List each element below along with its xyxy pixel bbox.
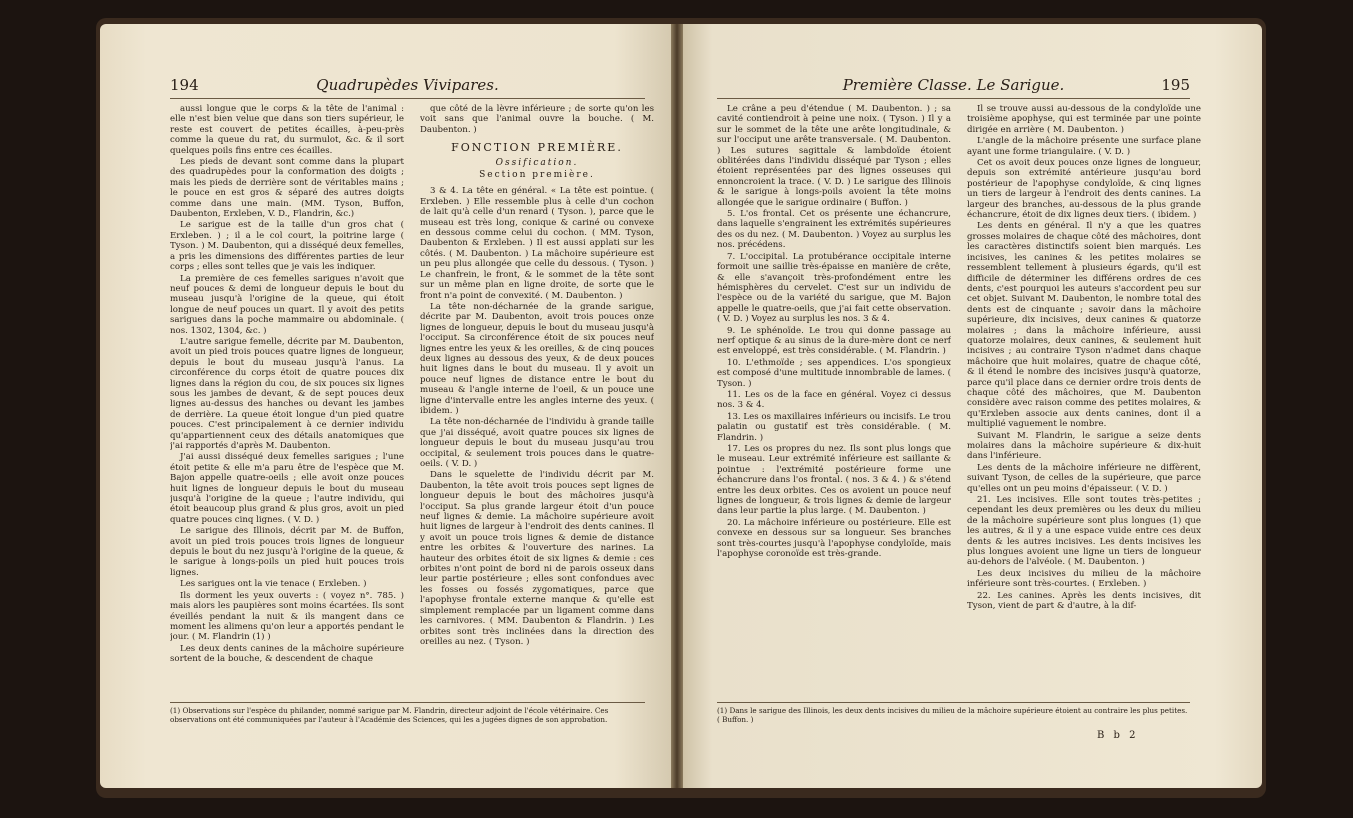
paragraph: La tête non-décharnée de l'individu à grande taille que j'ai disséqué, avoit quatre pouces six lignes de longueur depuis le bout du museau jusqu'au trou occipital, & seulement trois pouces dans le quatre-oeils. ( V. D. ) [420,417,654,469]
paragraph: 20. La mâchoire inférieure ou postérieure. Elle est convexe en dessous sur sa longueur. Ses branches sont très-courtes jusqu'à l'apophyse condyloïde, mais l'apophyse coronoïde est très-grande. [717,517,951,560]
left-page-number: 194 [170,76,199,94]
book-gutter [671,24,683,788]
paragraph: Ils dorment les yeux ouverts : ( voyez n°. 785. ) mais alors les paupières sont moins écartées. Ils sont éveillés pendant la nuit & ils mangent dans ce moment les alimens qu'on leur a apportés pendant le jour. ( M. Flandrin (1) ) [170,590,404,643]
paragraph: Il se trouve aussi au-dessous de la condyloïde une troisième apophyse, qui est terminée par une pointe dirigée en arrière ( M. Daubenton. ) [967,104,1201,135]
paragraph: 11. Les os de la face en général. Voyez ci dessus nos. 3 & 4. [717,389,951,411]
paragraph: Dans le squelette de l'individu décrit par M. Daubenton, la tête avoit trois pouces sept lignes de longueur depuis le bout des mâchoires jusqu'à l'occiput. Sa plus grande largeur étoit d'un pouce neuf lignes & demie. La mâchoire supérieure avoit huit lignes de largeur à l'endroit des dents canines. Il y avoit un pouce trois lignes & demie de distance entre les orbites & l'ouverture des narines. La hauteur des orbites étoit de six lignes & demie : ces orbites n'ont point de bord ni de parois osseux dans leur partie postérieure ; elles sont confondues avec les fosses ou fossés zygomatiques, parce que l'apophyse frontale externe manque & qu'elle est simplement remplacée par un ligament comme dans les carnivores. ( MM. Daubenton & Flandrin. ) Les orbites sont très inclinées dans la direction des oreilles au nez. ( Tyson. ) [420,470,654,647]
right-footnote: (1) Dans le sarigue des Illinois, les deux dents incisives du milieu de la mâchoire supérieure étoient au contraire les plus petites. ( Buffon. ) [717,702,1190,724]
paragraph: que côté de la lèvre inférieure ; de sorte qu'on les voit sans que l'animal ouvre la bouche. ( M. Daubenton. ) [420,104,654,135]
paragraph: Les dents de la mâchoire inférieure ne diffèrent, suivant Tyson, de celles de la supérieure, que parce qu'elles ont un peu moins d'épaisseur. ( V. D. ) [967,462,1201,494]
paragraph: Suivant M. Flandrin, le sarigue a seize dents molaires dans la mâchoire supérieure & dix-huit dans l'inférieure. [967,430,1201,462]
paragraph: 17. Les os propres du nez. Ils sont plus longs que le museau. Leur extrémité inférieure est saillante & pointue : l'extrémité postérieure forme une échancrure dans l'os frontal. ( nos. 3 & 4. ) & s'étend entre les deux orbites. Ces os avoient un pouce neuf lignes de longueur, & trois lignes & demie de largeur dans leur partie la plus large. ( M. Daubenton. ) [717,444,951,517]
paragraph: Les sarigues ont la vie tenace ( Erxleben. ) [180,579,367,590]
paragraph: Les dents en général. Il n'y a que les quatres grosses molaires de chaque côté des mâchoires, dont les caractères distinctifs soient bien marqués. Les incisives, les canines & les petites molaires se ressemblent tellement à plusieurs égards, qu'il est difficile de déterminer les différens ordres de ces dents, c'est pourquoi les auteurs s'accordent peu sur cet objet. Suivant M. Daubenton, le nombre total des dents est de cinquante ; savoir dans la mâchoire supérieure, dix incisives, deux canines & quatorze molaires ; dans la mâchoire inférieure, aussi quatorze molaires, deux canines, & seulement huit incisives ; au contraire Tyson n'admet dans chaque mâchoire que huit molaires, quatre de chaque côté, & il étend le nombre des incisives jusqu'à quatorze, parce qu'il place dans ce dernier ordre trois dents de chaque côté des mâchoires, que M. Daubenton considère avec raison comme des petites molaires, & qu'Erxleben associe aux dents canines, dont il a multiplié vaguement le nombre. [967,221,1201,430]
paragraph: Les pieds de devant sont comme dans la plupart des quadrupèdes pour la conformation des doigts ; mais les pieds de derrière sont de véritables mains ; le pouce en est gros & séparé des autres doigts comme dans une main. (MM. Tyson, Buffon, Daubenton, Erxleben, V. D., Flandrin, &c.) [170,157,404,220]
paragraph: Le sarigue est de la taille d'un gros chat ( Erxleben. ) ; il a le col court, la poitrine large ( Tyson. ) M. Daubenton, qui a disséqué deux femelles, a pris les dimensions des différentes parties de leur corps ; elles sont telles que je vais les indiquer. [170,220,404,273]
paragraph: 5. L'os frontal. Cet os présente une échancrure, dans laquelle s'engrainent les extrémités supérieures des os du nez. ( M. Daubenton. ) Voyez au surplus les nos. précédens. [717,209,951,251]
right-page-header [717,74,1190,96]
right-column-2 [967,104,1201,694]
paragraph: Le crâne a peu d'étendue ( M. Daubenton. ) ; sa cavité contiendroit à peine une noix. ( Tyson. ) Il y a sur le sommet de la tête une arête longitudinale, & sur l'occiput une arête transversale. ( M. Daubenton. ) Les sutures sagittale & lambdoïde étoient oblitérées dans l'individu disséqué par Tyson ; elles étoient représentées par des lignes osseuses qui ennoncroient la trace. ( V. D. ) Le sarigue des Illinois & le sarigue à longs-poils avoient la tête moins allongée que le sarigue ordinaire ( Buffon. ) [717,104,951,208]
left-column-1 [170,104,404,694]
open-book [96,18,1266,798]
paragraph: Les deux dents canines de la mâchoire supérieure sortent de la bouche, & descendent de chaque [170,643,404,665]
right-page-number: 195 [1161,76,1190,94]
paragraph: 21. Les incisives. Elle sont toutes très-petites ; cependant les deux premières ou les deux du milieu de la mâchoire supérieure sont plus longues (1) que les autres, & il y a une espace vuide entre ces deux dents & les autres incisives. Les dents incisives les plus longues avoient une ligne un tiers de longueur au-dehors de l'alvéole. ( M. Daubenton. ) [967,495,1201,568]
paragraph: La première de ces femelles sarigues n'avoit que neuf pouces & demi de longueur depuis le bout du museau jusqu'à l'origine de la queue, qui étoit longue de neuf pouces un quart. Il y avoit des petits sarigues dans la poche mammaire ou abdominale. ( nos. 1302, 1304, &c. ) [170,273,404,336]
right-header-rule [717,98,1190,99]
left-footnote: (1) Observations sur l'espèce du philander, nommé sarigue par M. Flandrin, directeur adjoint de l'école vétérinaire. Ces observations ont été communiquées par l'auteur à l'Académie des Sciences, qui les a jugées dignes de son approbation. [170,702,645,724]
right-column-1 [717,104,951,694]
paragraph: 7. L'occipital. La protubérance occipitale interne formoit une saillie très-épaisse en manière de crête, & elle s'avançoit très-profondément entre les hémisphères du cervelet. C'est sur un individu de l'espèce ou de la variété du sarigue, que M. Bajon appelle le quatre-oeils, que j'ai fait cette observation. ( V. D. ) Voyez au surplus les nos. 3 & 4. [717,251,951,325]
left-header-rule [170,98,645,99]
paragraph: aussi longue que le corps & la tête de l'animal : elle n'est bien velue que dans son tiers supérieur, le reste est couvert de petites écailles, à-peu-près comme la queue du rat, du surmulot, &c. & il sort quelques poils fins entre ces écailles. [170,104,404,156]
right-page [677,24,1262,788]
paragraph: 22. Les canines. Après les dents incisives, dit Tyson, vient de part & d'autre, à la dif- [967,590,1201,612]
paragraph: J'ai aussi disséqué deux femelles sarigues ; l'une étoit petite & elle m'a paru être de l'espèce que M. Bajon appelle quatre-oeils ; elle avoit onze pouces huit lignes de longueur depuis le bout du museau jusqu'à l'origine de la queue ; l'autre individu, qui étoit beaucoup plus grand & plus gros, avoit un pied quatre pouces cinq lignes. ( V. D. ) [170,452,404,525]
paragraph: L'angle de la mâchoire présente une surface plane ayant une forme triangulaire. ( V. D. ) [967,136,1201,157]
paragraph: L'autre sarigue femelle, décrite par M. Daubenton, avoit un pied trois pouces quatre lignes de longueur, depuis le bout du museau jusqu'à l'anus. La circonférence du corps étoit de quatre pouces dix lignes dans la région du cou, de six pouces six lignes sous les jambes de devant, & de sept pouces deux lignes au-dessus des hanches ou devant les jambes de derrière. La queue étoit longue d'un pied quatre pouces. C'est principalement à ce dernier individu qu'appartiennent ceux des détails anatomiques que j'ai rapportés d'après M. Daubenton. [170,336,404,451]
paragraph: La tête non-décharnée de la grande sarigue, décrite par M. Daubenton, avoit trois pouces onze lignes de longueur, depuis le bout du museau jusqu'à l'occiput. Sa circonférence étoit de six pouces neuf lignes entre les yeux & les oreilles, & de cinq pouces deux lignes au dessous des yeux, & de deux pouces huit lignes dans le bout du museau. Il y avoit un pouce neuf lignes de distance entre le bout du museau & l'angle interne de l'oeil, & un pouce une ligne d'intervalle entre les angles interne des yeux. ( ibidem. ) [420,301,654,416]
left-page-header [170,74,645,96]
paragraph: 3 & 4. La tête en général. « La tête est pointue. ( Erxleben. ) Elle ressemble plus à celle d'un cochon de lait qu'à celle d'un renard ( Tyson. ), parce que le museau est très long, conique & cariné ou convexe en dessous comme celui du cochon. ( MM. Tyson, Daubenton & Erxleben. ) Il est aussi applati sur les côtés. ( M. Daubenton. ) La mâchoire supérieure est un peu plus allongée que celle du dessous. ( Tyson. ) Le chanfrein, le front, & le sommet de la tête sont sur un même plan en ligne droite, de sorte que le front n'a point de convexité. ( M. Daubenton. ) [420,186,654,301]
ossification-heading: Ossification. [495,157,579,168]
left-running-title: Quadrupèdes Vivipares. [316,76,499,94]
right-running-title: Première Classe. Le Sarigue. [842,76,1065,94]
signature-mark: B b 2 [1097,730,1139,741]
paragraph: 9. Le sphénoïde. Le trou qui donne passage au nerf optique & au sinus de la dure-mère dont ce nerf est enveloppé, est très considérable. ( M. Flandrin. ) [717,325,951,357]
paragraph: 10. L'ethmoïde ; ses appendices. L'os spongieux est composé d'une multitude innombrable de lames. ( Tyson. ) [717,357,951,389]
section-heading: Section première. [479,170,595,181]
paragraph: Le sarigue des Illinois, décrit par M. de Buffon, avoit un pied trois pouces trois lignes de longueur depuis le bout du nez jusqu'à l'origine de la queue, & le sarigue à longs-poils un pied huit pouces trois lignes. [170,526,404,578]
paragraph: 13. Les os maxillaires inférieurs ou incisifs. Le trou palatin ou gustatif est très considérable. ( M. Flandrin. ) [717,411,951,443]
paragraph: Cet os avoit deux pouces onze lignes de longueur, depuis son extrémité antérieure jusqu'au bord postérieur de l'apophyse condyloïde, & cinq lignes un tiers de largeur à l'endroit des dents canines. La largeur des branches, au-dessous de la plus grande échancrure, étoit de dix lignes deux tiers. ( ibidem. ) [967,158,1201,221]
paragraph: Les deux incisives du milieu de la mâchoire inférieure sont très-courtes. ( Erxleben. ) [967,568,1201,590]
fonction-heading: FONCTION PREMIÈRE. [451,141,623,155]
left-column-2 [420,104,654,694]
left-page [100,24,685,788]
